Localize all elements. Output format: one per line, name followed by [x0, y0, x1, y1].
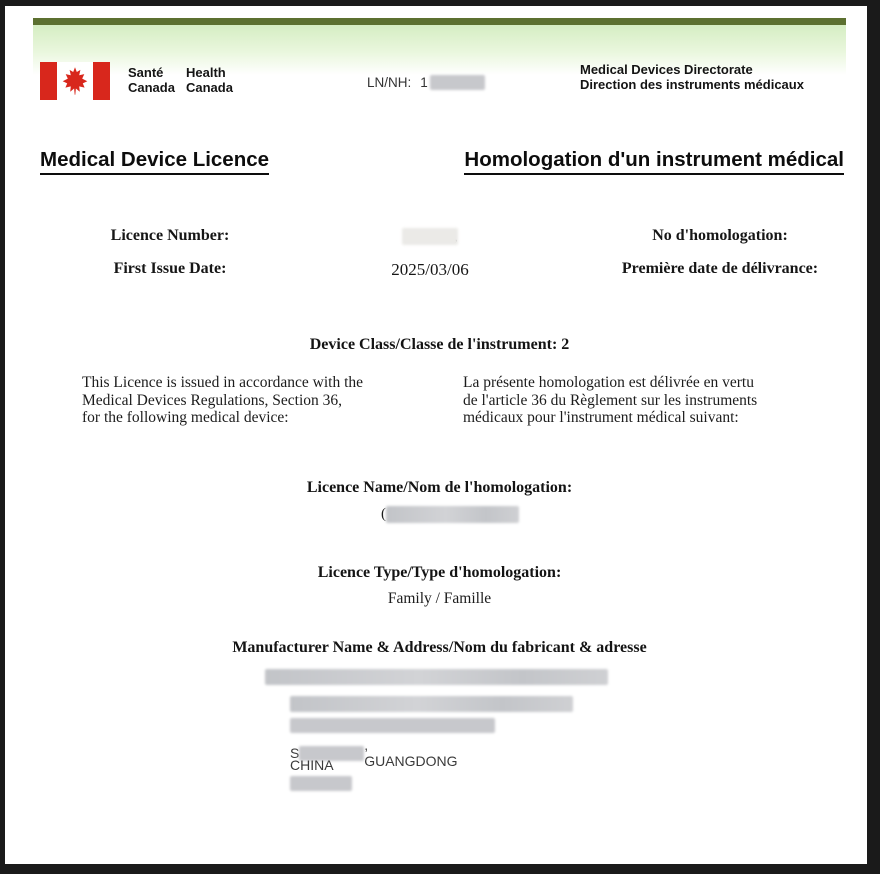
- directorate-en: Medical Devices Directorate: [580, 62, 753, 77]
- statement-en-line: for the following medical device:: [82, 409, 289, 426]
- wordmark-fr-top: Santé: [128, 65, 164, 80]
- statement-english: [82, 374, 412, 427]
- flag-center: [57, 62, 93, 100]
- redacted-value: [430, 75, 485, 90]
- title-french: Homologation d'un instrument médical: [464, 148, 844, 175]
- title-english: Medical Device Licence: [40, 148, 269, 175]
- redacted-value: [290, 776, 352, 791]
- address-line-2: [290, 696, 573, 712]
- address-postal-line: [290, 776, 352, 791]
- licence-number-label-fr: No d'homologation:: [652, 227, 788, 244]
- licence-name-heading: Licence Name/Nom de l'homologation:: [306, 479, 573, 496]
- wordmark-en-bottom: Canada: [186, 80, 233, 95]
- first-issue-date-value: 2025/03/06: [391, 260, 469, 279]
- ln-nh-field: [367, 75, 485, 90]
- address-country: CHINA: [290, 757, 334, 773]
- ln-nh-value-prefix: 1: [420, 75, 428, 90]
- licence-type-heading: Licence Type/Type d'homologation:: [317, 564, 562, 581]
- flag-left-bar: [40, 62, 57, 100]
- flag-right-bar: [93, 62, 110, 100]
- city-prefix: S: [290, 745, 300, 761]
- redacted-value: [265, 669, 608, 685]
- health-canada-wordmark: [128, 65, 233, 95]
- directorate-fr: Direction des instruments médicaux: [580, 77, 804, 92]
- wordmark-en-top: Health: [186, 65, 226, 80]
- canada-flag-icon: [40, 62, 110, 100]
- statement-french: [463, 374, 808, 427]
- statement-fr-line: médicaux pour l'instrument médical suivant:: [463, 409, 739, 426]
- directorate-block: [580, 62, 804, 92]
- redacted-value: [386, 506, 519, 523]
- statement-en-line: Medical Devices Regulations, Section 36,: [82, 391, 342, 409]
- redacted-value: [290, 696, 573, 712]
- city-suffix: , GUANGDONG: [364, 737, 458, 769]
- licence-name-value: [381, 506, 519, 523]
- licence-name-prefix: (: [381, 506, 386, 522]
- banner-olive-bar: [33, 18, 846, 25]
- redacted-value: [290, 718, 495, 733]
- statement-en-line: This Licence is issued in accordance with the: [82, 374, 364, 391]
- licence-type-value: Family / Famille: [387, 590, 492, 607]
- ln-nh-label: LN/NH:: [367, 75, 412, 90]
- maple-leaf-icon: [60, 66, 90, 96]
- device-class-heading: Device Class/Classe de l'instrument: 2: [309, 336, 570, 353]
- address-line-1: [265, 669, 608, 685]
- manufacturer-heading: Manufacturer Name & Address/Nom du fabricant & adresse: [232, 639, 647, 656]
- first-issue-label-fr: Première date de délivrance:: [621, 260, 819, 277]
- statement-fr-line: de l'article 36 du Règlement sur les instruments: [463, 391, 758, 409]
- licence-number-label-en: Licence Number:: [110, 227, 230, 244]
- document-page: [33, 18, 846, 858]
- statement-fr-line: La présente homologation est délivrée en vertu: [463, 374, 754, 391]
- redacted-value: [402, 228, 458, 245]
- licence-number-value: [320, 228, 540, 245]
- address-line-3: [290, 718, 495, 733]
- first-issue-label-en: First Issue Date:: [113, 260, 227, 277]
- wordmark-fr-bottom: Canada: [128, 80, 175, 95]
